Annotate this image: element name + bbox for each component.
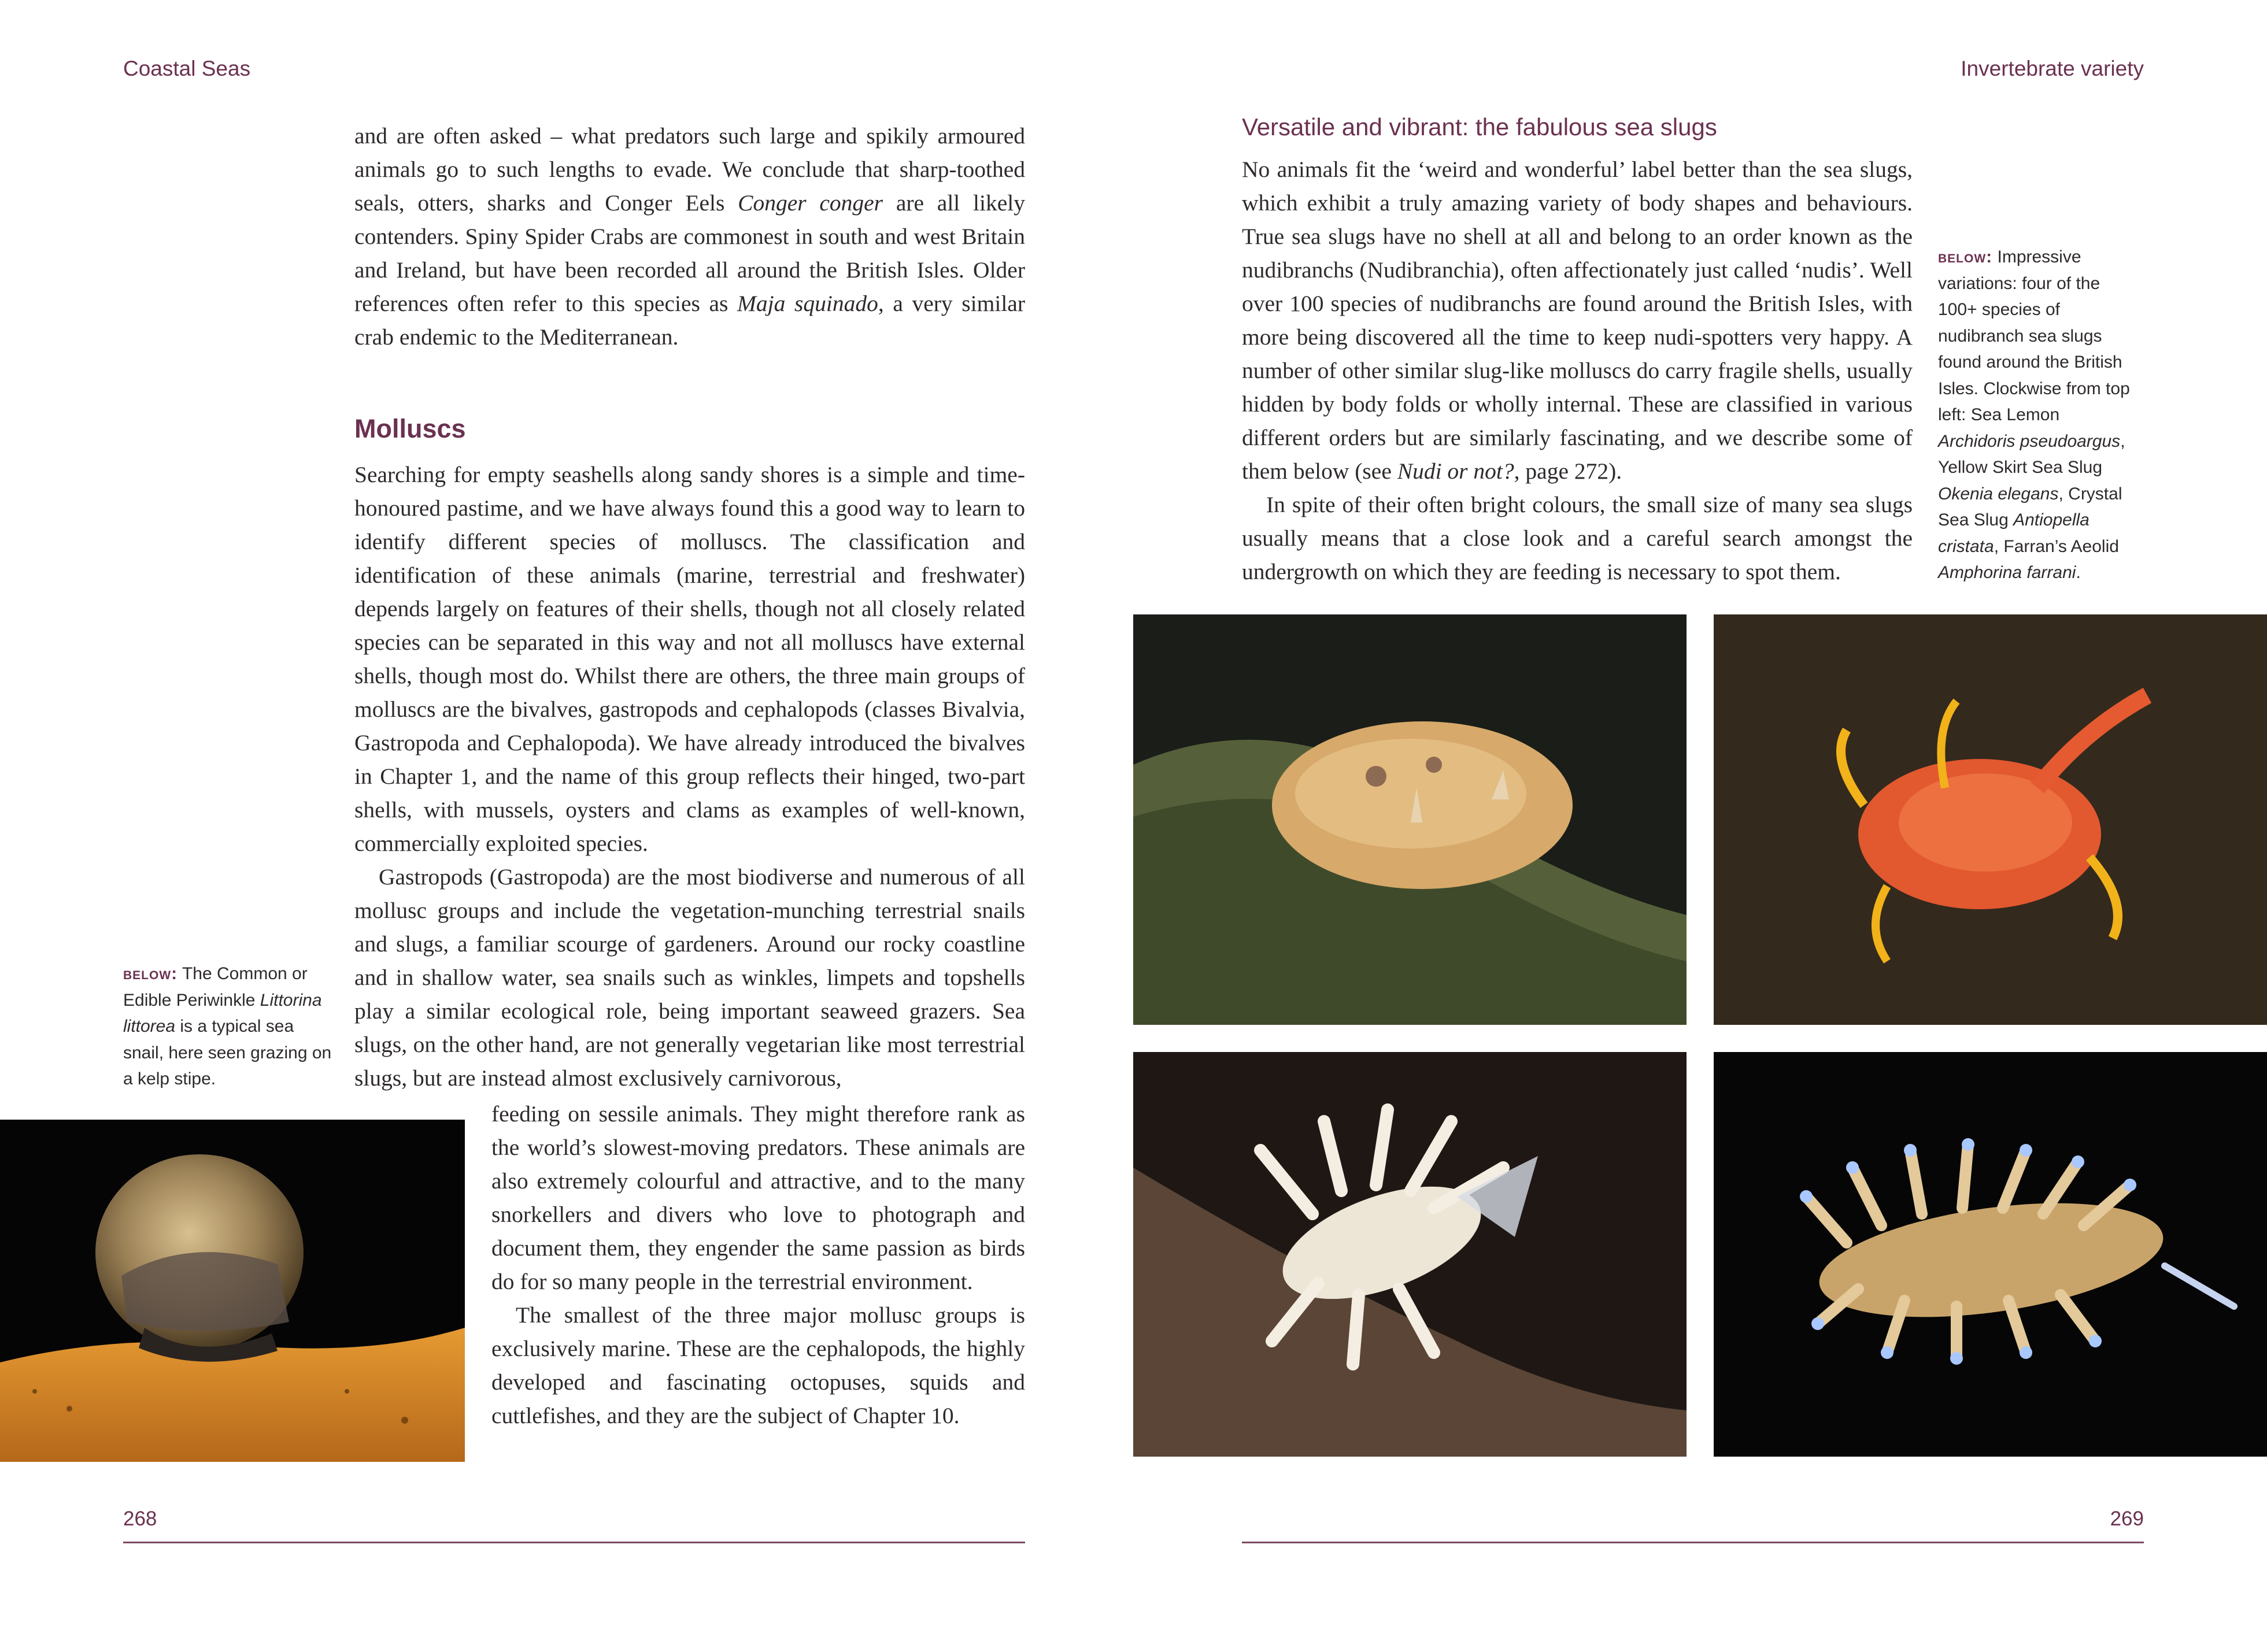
farrans-aeolid-photo [1714, 1052, 2267, 1457]
footer-rule-right [1242, 1542, 2144, 1543]
nudibranch-caption [1938, 244, 2140, 586]
molluscs-paragraph-1: Searching for empty seashells along sandy shores is a simple and time-honoured pastime, and we have always found this a good way to learn to identify different species of molluscs. The classification and identification of these animals (marine, terrestrial and freshwater) depends largely on features of their shells, though not all closely related species can be separated in this way and not all molluscs have external shells, though most do. Whilst there are others, the three main groups of molluscs are the bivalves, gastropods and cephalopods (classes Bivalvia, Gastropoda and Cephalopoda). We have already introduced the bivalves in Chapter 1, and the name of this group reflects their hinged, two-part shells, with mussels, oysters and clams as examples of well-known, commercially exploited species. [354, 462, 1025, 856]
molluscs-text-narrow [491, 1097, 1025, 1432]
intro-paragraph: and are often asked – what predators such large and spikily armoured animals go to such lengths to evade. We conclude that sharp-toothed seals, otters, sharks and Conger Eels Conger conger are all likely contenders. Spiny Spider Crabs are commonest in south and west Britain and Ireland, but have been recorded all around the British Isles. Older references often refer to this species as Maja squinado, a very similar crab endemic to the Mediterranean. [354, 123, 1025, 350]
yellow-skirt-sea-slug-photo [1714, 614, 2267, 1025]
molluscs-text-wide [354, 458, 1025, 1095]
caption-lead: below: [123, 964, 178, 983]
caption-text: The Common or Edible Periwinkle Littorina littorea is a typical sea snail, here seen grazing on a kelp stipe. [123, 964, 332, 1088]
sea-slugs-text [1242, 153, 1913, 588]
periwinkle-caption [123, 961, 337, 1092]
molluscs-paragraph-2-continued: feeding on sessile animals. They might therefore rank as the world’s slowest-moving predators. These animals are also extremely colourful and attractive, and to the many snorkellers and divers who love to photograph and document them, they engender the same passion as birds do for so many people in the terrestrial environment. [491, 1101, 1025, 1294]
molluscs-heading: Molluscs [354, 414, 466, 443]
molluscs-paragraph-3: The smallest of the three major mollusc groups is exclusively marine. These are the cephalopods, the highly developed and fascinating octopuses, squids and cuttlefishes, and they are the subject of Chapter 10. [491, 1302, 1025, 1428]
sea-slugs-paragraph-1: No animals fit the ‘weird and wonderful’ label better than the sea slugs, which exhibit a truly amazing variety of body shapes and behaviours. True sea slugs have no shell at all and belong to an order known as the nudibranchs (Nudibranchia), often affectionately just called ‘nudis’. Well over 100 species of nudibranchs are found around the British Isles, with more being discovered all the time to keep nudi-spotters very happy. A number of other similar slug-like molluscs do carry fragile shells, usually hidden by body folds or wholly internal. These are classified in various different orders but are similarly fascinating, and we describe some of them below (see Nudi or not?, page 272). [1242, 157, 1913, 484]
caption-text: Impressive variations: four of the 100+ species of nudibranch sea slugs found around the British Isles. Clockwise from top left: Sea Lemon Archidoris pseudoargus, Yellow Skirt Sea Slug Okenia elegans, Crystal Sea Slug Antiopella cristata, Farran’s Aeolid Amphorina farrani. [1938, 247, 2130, 582]
running-head-left: Coastal Seas [123, 57, 251, 80]
page-number-left: 268 [123, 1507, 157, 1530]
page-number-right: 269 [2110, 1507, 2144, 1530]
footer-rule-left [123, 1542, 1025, 1543]
molluscs-paragraph-2: Gastropods (Gastropoda) are the most biodiverse and numerous of all mollusc groups and include the vegetation-munching terrestrial snails and slugs, a familiar scourge of gardeners. Around our rocky coastline and in shallow water, sea snails such as winkles, limpets and topshells play a similar ecological role, being important seaweed grazers. Sea slugs, on the other hand, are not generally vegetarian like most terrestrial slugs, but are instead almost exclusively carnivorous, [354, 864, 1025, 1091]
sea-slugs-paragraph-2: In spite of their often bright colours, the small size of many sea slugs usually means that a close look and a careful search amongst the undergrowth on which they are feeding is necessary to spot them. [1242, 492, 1913, 584]
crystal-sea-slug-photo [1133, 1052, 1687, 1457]
periwinkle-photo [0, 1120, 465, 1462]
running-head-right: Invertebrate variety [1961, 57, 2144, 80]
sea-slugs-heading: Versatile and vibrant: the fabulous sea slugs [1242, 113, 1717, 140]
sea-lemon-photo [1133, 614, 1687, 1025]
caption-lead: below: [1938, 247, 1993, 266]
left-intro-text [354, 119, 1025, 354]
